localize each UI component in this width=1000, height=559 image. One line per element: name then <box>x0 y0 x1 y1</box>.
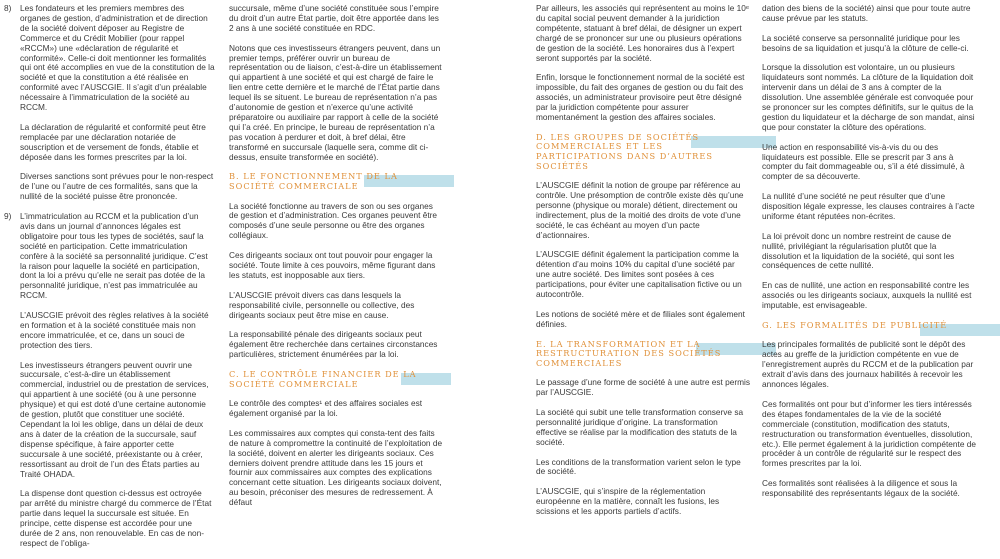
paragraph: La loi prévoit donc un nombre restreint de cause de nullité, privilégiant la régularisation plutôt que la dissolution et la liquidation de la société, qui sont les conséquences de cette nullité. <box>762 230 955 271</box>
paragraph: Ces formalités ont pour but d’informer les tiers intéressés des étapes fondamentales de la vie de la société commerciale (constitution, modification des statuts, restructuration ou transformation éventuelles, dissolution, etc.). Elle permet également à la juridiction compétente de procéder à un contrôle de régularité sur le respect des formes prescrites par la loi. <box>762 398 976 469</box>
paragraph: Ces dirigeants sociaux ont tout pouvoir pour engager la société. Toute limite à ces pouvoirs, même figurant dans les statuts, est inopposable aux tiers. <box>229 250 436 280</box>
paragraph: Notons que ces investisseurs étrangers peuvent, dans un premier temps, préférer ouvrir un bureau de représentation ou de liaison, c’est-à-dire un établissement qui appartient à une société et qui est chargé de faire le lien entre cette dernière et le marché de l’État partie dans lequel ils se situent. Le bureau de représentation n’a pas d’autonomie de gestion et n’exerce qu’une activité préparatoire ou auxiliaire par rapport à celle de la société qui l’a créé. En principe, le bureau de représentation n’a pas vocation à perdurer et doit, à bref délai, être transformé en succursale (laquelle sera, comme dit ci-dessus, ensuite transformée en société). <box>229 42 442 162</box>
paragraph: La responsabilité pénale des dirigeants sociaux peut également être recherchée dans certaines circonstances particulières, strictement énumérées par la loi. <box>229 329 438 360</box>
section-title: G. LES FORMALITÉS DE PUBLICITÉ <box>762 319 948 330</box>
paragraph: Une action en responsabilité vis-à-vis du ou des liquidateurs est possible. Elle se prescrit par 3 ans à compter du fait dommageable ou, s’il a été dissimulé, à compter de sa découverte. <box>762 141 965 182</box>
paragraph: L’AUSCGIE définit la notion de groupe par référence au contrôle. Une présomption de contrôle existe dès qu’une personne (physique ou morale) détient, directement ou indirectement, plus de la moitié des droits de vote d’une société, le cas échéant au moyen d’un pacte d’actionnaires. <box>536 180 744 240</box>
numbered-paragraph <box>4 4 215 113</box>
paragraph: La société fonctionne au travers de son ou ses organes de gestion et d’administration. Ces organes peuvent être composés d’une seule personne ou être des organes collégiaux. <box>229 200 438 241</box>
paragraph: Les principales formalités de publicité sont le dépôt des actes au greffe de la juridiction compétente en vue de l’enregistrement auprès du RCCM et de la publication par extrait d’avis dans des journaux habilités à recevoir les annonces légales. <box>762 339 974 390</box>
paragraph: Ces formalités sont réalisées à la diligence et sous la responsabilité des représentants légaux de la société. <box>762 478 960 499</box>
paragraph: Le contrôle des comptes¹ et des affaires sociales est également organisé par la loi. <box>229 398 423 418</box>
section-heading-c <box>229 370 443 389</box>
paragraph: Le passage d’une forme de société à une autre est permis par l’AUSCGIE. <box>536 377 751 398</box>
section-heading-d <box>536 133 750 171</box>
paragraph: Les investisseurs étrangers peuvent ouvrir une succursale, c’est-à-dire un établissement commercial, industriel ou de prestation de services, qui appartient à une société (ou à une personne physique) et qui est doté d’une certaine autonomie de gestion, plutôt que constituer une société. Cependant la loi les oblige, dans un délai de deux ans à dater de la création de la succursale, sauf dispense spécifique, à faire apporter cette succursale à une société, préexistante ou à créer, ressortissant au droit de l’un des États parties au Traité OHADA. <box>20 359 209 479</box>
paragraph-text: Les fondateurs et les premiers membres des organes de gestion, d’administration et de direction de la société doivent déposer au Registre de Commerce et du Crédit Mobilier (pour rappel «RCCM») une «déclaration de régularité et conformité». Celle-ci doit mentionner les formalités qui ont été accomplies en vue de la constitution de la société et que la constitution a été réalisée en conformité avec l’AUSCGIE. Il s’agit d’un préalable nécessaire à l’immatriculation de la société au RCCM. <box>20 3 215 113</box>
section-title: C. LE CONTRÔLE FINANCIER DE LA SOCIÉTÉ COMMERCIALE <box>229 368 417 389</box>
item-number: 8) <box>4 3 12 13</box>
section-heading-b <box>229 172 443 191</box>
section-heading-g <box>762 321 976 331</box>
paragraph: Par ailleurs, les associés qui représentent au moins le 10ᵉ du capital social peuvent demander à la juridiction compétente, statuant à bref délai, de désigner un expert chargé de se prononcer sur une ou plusieurs opérations de gestion de la société. Les honoraires dus à l’expert seront supportés par la société. <box>536 3 749 63</box>
paragraph: La déclaration de régularité et conformité peut être remplacée par une déclaration notariée de souscription et de versement de fonds, établie et déposée dans les formes prescrites par la loi. <box>20 121 206 162</box>
item-number: 9) <box>4 210 12 221</box>
paragraph-text: L’immatriculation au RCCM et la publication d’un avis dans un journal d’annonces légales est obligatoire pour tous les types de sociétés, sauf la société en participation. Cette immatriculation confère à la société sa personnalité juridique. C’est la raison pour laquelle la société en participation, dont la loi a prévu qu’elle ne serait pas dotée de la personnalité juridique, n’est pas immatriculée au RCCM. <box>20 210 208 301</box>
column-2 <box>229 4 443 518</box>
paragraph: Les commissaires aux comptes qui consta-tent des faits de nature à compromettre la continuité de l’exploitation de la société, doivent en alerter les dirigeants sociaux. Ces derniers doivent prendre attitude dans les 15 jours et fournir aux commissaires aux comptes des explications concernant cette situation. Les dirigeants sociaux doivent, au besoin, préconiser des mesures de redressement. À défaut <box>229 427 443 508</box>
paragraph: L’AUSCGIE définit également la participation comme la détention d’au moins 10% du capital d’une société par une autre société. Des limites sont posées à ces participations, pour éviter une capitalisation fictive ou un autocontrôle. <box>536 249 742 300</box>
paragraph: Les notions de société mère et de filiales sont également définies. <box>536 308 745 329</box>
numbered-paragraph <box>4 212 215 301</box>
paragraph: dation des biens de la société) ainsi que pour toute autre cause prévue par les statuts. <box>762 3 971 23</box>
paragraph: succursale, même d’une société constituée sous l’empire du droit d’un autre État partie, doit être apportée dans les 2 ans à une société constituée en RDC. <box>229 3 439 33</box>
paragraph: L’AUSCGIE prévoit des règles relatives à la société en formation et à la société constituée mais non encore immatriculée, et ce, dans un souci de protection des tiers. <box>20 310 209 350</box>
paragraph: Enfin, lorsque le fonctionnement normal de la société est impossible, du fait des organes de gestion ou du fait des associés, un administrateur provisoire peut être désigné par la juridiction compétente pour assurer momentanément la gestion des affaires sociales. <box>536 72 745 122</box>
column-1 <box>4 4 215 559</box>
section-title: D. LES GROUPES DE SOCIÉTÉS COMMERCIALES ET LES PARTICIPATIONS DANS D’AUTRES SOCIÉTÉS <box>536 131 713 171</box>
section-title: B. LE FONCTIONNEMENT DE LA SOCIÉTÉ COMMERCIALE <box>229 171 398 191</box>
section-title: E. LA TRANSFORMATION ET LA RESTRUCTURATION DES SOCIÉTÉS COMMERCIALES <box>536 338 722 368</box>
paragraph: En cas de nullité, une action en responsabilité contre les associés ou les dirigeants sociaux, auxquels la nullité est imputable, est envisageable. <box>762 280 972 311</box>
paragraph: La société conserve sa personnalité juridique pour les besoins de sa liquidation et jusqu’à la clôture de celle-ci. <box>762 32 969 53</box>
paragraph: L’AUSCGIE, qui s’inspire de la réglementation européenne en la matière, connaît les fusions, les scissions et les apports partiels d’actifs. <box>536 486 720 517</box>
column-4 <box>762 4 976 509</box>
section-heading-e <box>536 340 750 369</box>
paragraph: La dispense dont question ci-dessus est octroyée par arrêté du ministre chargé du commerce de l’État partie dans lequel la succursale est située. En principe, cette dispense est accordée pour une durée de 2 ans, non renouvelable. En cas de non-respect de l’obliga- <box>20 488 212 548</box>
paragraph: Lorsque la dissolution est volontaire, un ou plusieurs liquidateurs sont nommés. La clôture de la liquidation doit intervenir dans un délai de 3 ans à compter de la dissolution. Une assemblée générale est convoquée pour se prononcer sur les comptes définitifs, sur le quitus de la gestion du liquidateur et la décharge de son mandat, ainsi que pour constater la clôture des opérations. <box>762 62 975 132</box>
paragraph: Les conditions de la transformation varient selon le type de société. <box>536 456 741 477</box>
paragraph: La société qui subit une telle transformation conserve sa personnalité juridique d’origine. La transformation effective se réalise par la modification des statuts de la société. <box>536 407 744 447</box>
paragraph: Diverses sanctions sont prévues pour le non-respect de l’une ou l’autre de ces formalités, sans que la nullité de la société puisse être prononcée. <box>20 171 214 202</box>
paragraph: L’AUSCGIE prévoit divers cas dans lesquels la responsabilité civile, personnelle ou collective, des dirigeants sociaux peut être mise en cause. <box>229 289 415 320</box>
column-3 <box>536 4 750 527</box>
paragraph: La nullité d’une société ne peut résulter que d’une disposition légale expresse, les clauses contraires à l’acte uniforme étant réputées non-écrites. <box>762 191 975 221</box>
